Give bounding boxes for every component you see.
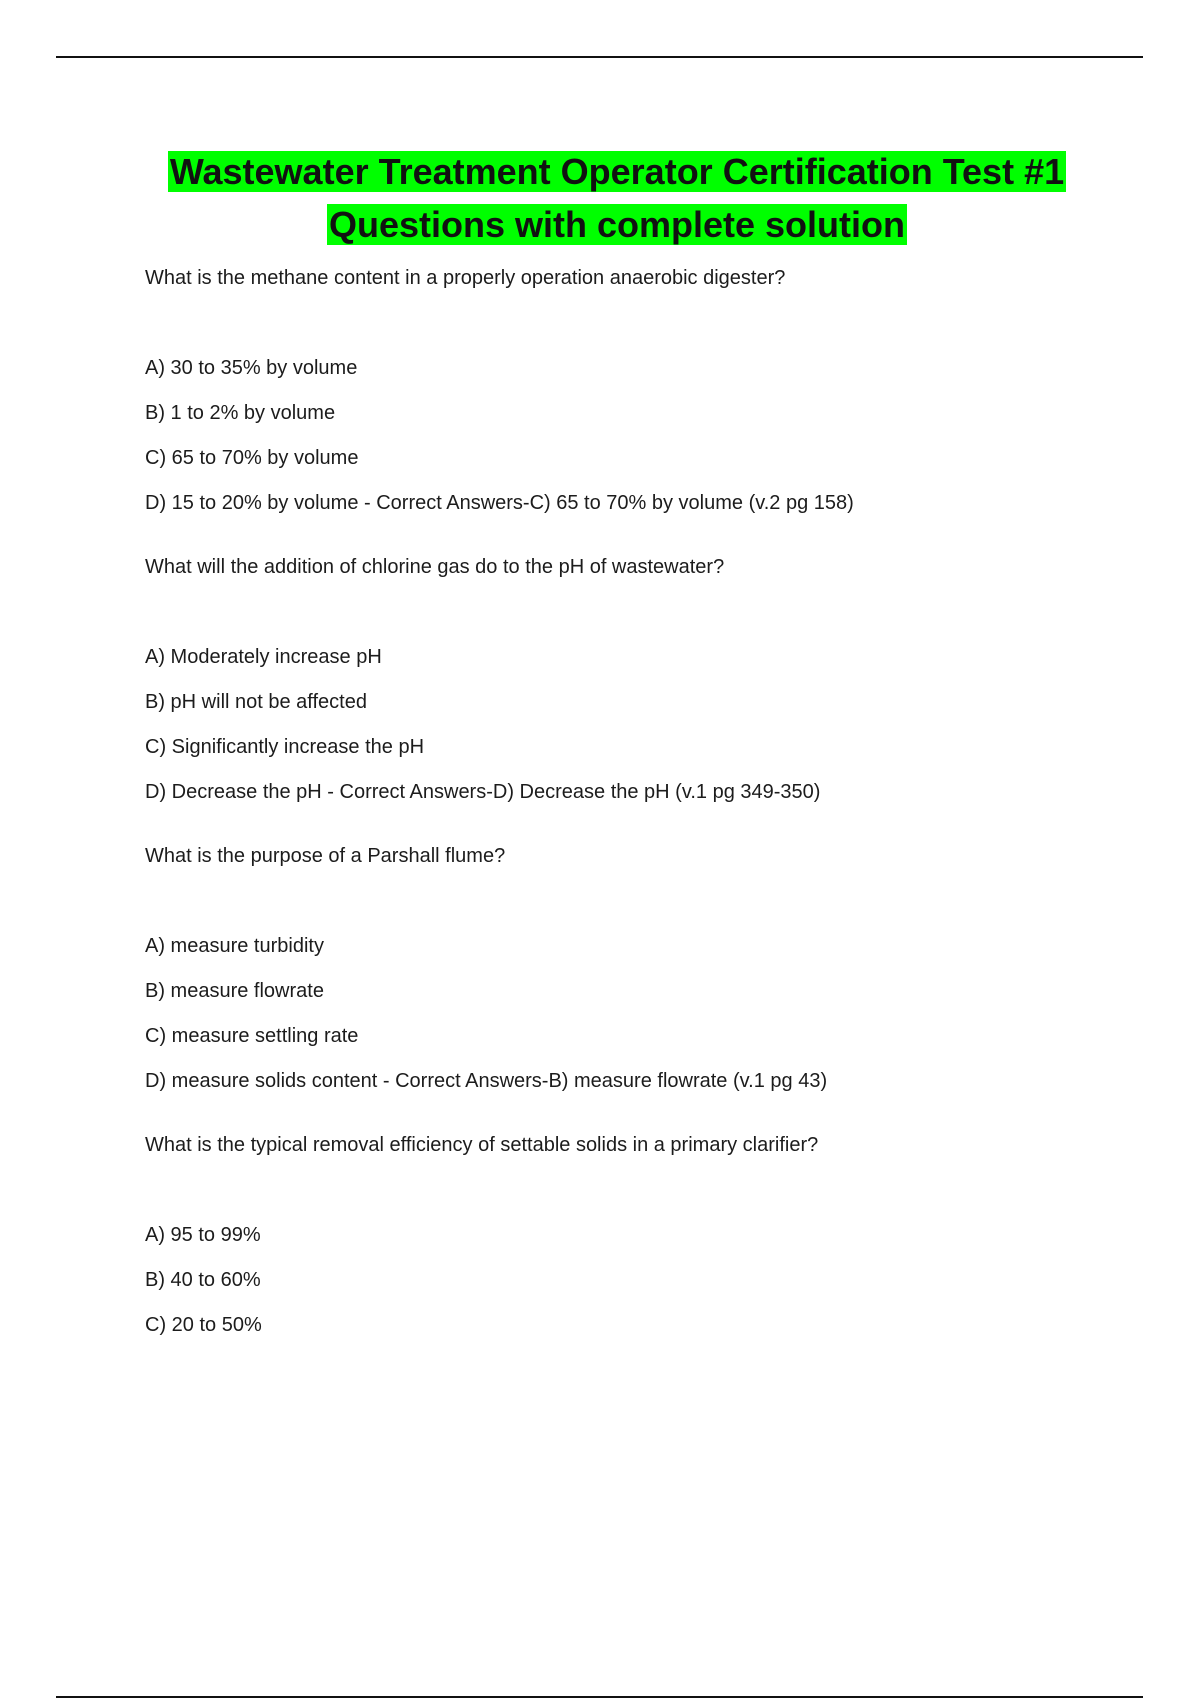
title-line-2: Questions with complete solution — [328, 204, 906, 245]
answer-option-with-solution: D) Decrease the pH - Correct Answers-D) Decrease the pH (v.1 pg 349-350) — [145, 781, 821, 803]
top-rule — [56, 56, 1143, 58]
question-text: What is the methane content in a properly operation anaerobic digester? — [145, 267, 786, 289]
answer-option: C) 65 to 70% by volume — [145, 447, 359, 469]
answer-option: A) measure turbidity — [145, 935, 324, 957]
answer-option-with-solution: D) measure solids content - Correct Answers-B) measure flowrate (v.1 pg 43) — [145, 1070, 828, 1092]
question-block — [145, 264, 1145, 517]
question-block — [145, 1131, 1145, 1339]
answer-option: C) measure settling rate — [145, 1025, 359, 1047]
answer-option: A) Moderately increase pH — [145, 646, 382, 668]
answer-option: A) 30 to 35% by volume — [145, 357, 358, 379]
answer-option: B) 40 to 60% — [145, 1269, 261, 1291]
question-list — [145, 264, 1145, 1375]
question-block — [145, 842, 1145, 1095]
answer-option: B) measure flowrate — [145, 980, 324, 1002]
answer-option: B) 1 to 2% by volume — [145, 402, 336, 424]
answer-option: C) 20 to 50% — [145, 1314, 262, 1336]
question-block — [145, 553, 1145, 806]
title-line-1: Wastewater Treatment Operator Certification Test #1 — [169, 151, 1065, 192]
answer-option: A) 95 to 99% — [145, 1224, 261, 1246]
bottom-rule — [56, 1696, 1143, 1698]
answer-option-with-solution: D) 15 to 20% by volume - Correct Answers-C) 65 to 70% by volume (v.2 pg 158) — [145, 492, 854, 514]
page-title — [0, 145, 1200, 251]
question-text: What is the purpose of a Parshall flume? — [145, 845, 506, 867]
question-text: What will the addition of chlorine gas do to the pH of wastewater? — [145, 556, 725, 578]
answer-option: B) pH will not be affected — [145, 691, 367, 713]
question-text: What is the typical removal efficiency of settable solids in a primary clarifier? — [145, 1134, 819, 1156]
answer-option: C) Significantly increase the pH — [145, 736, 425, 758]
